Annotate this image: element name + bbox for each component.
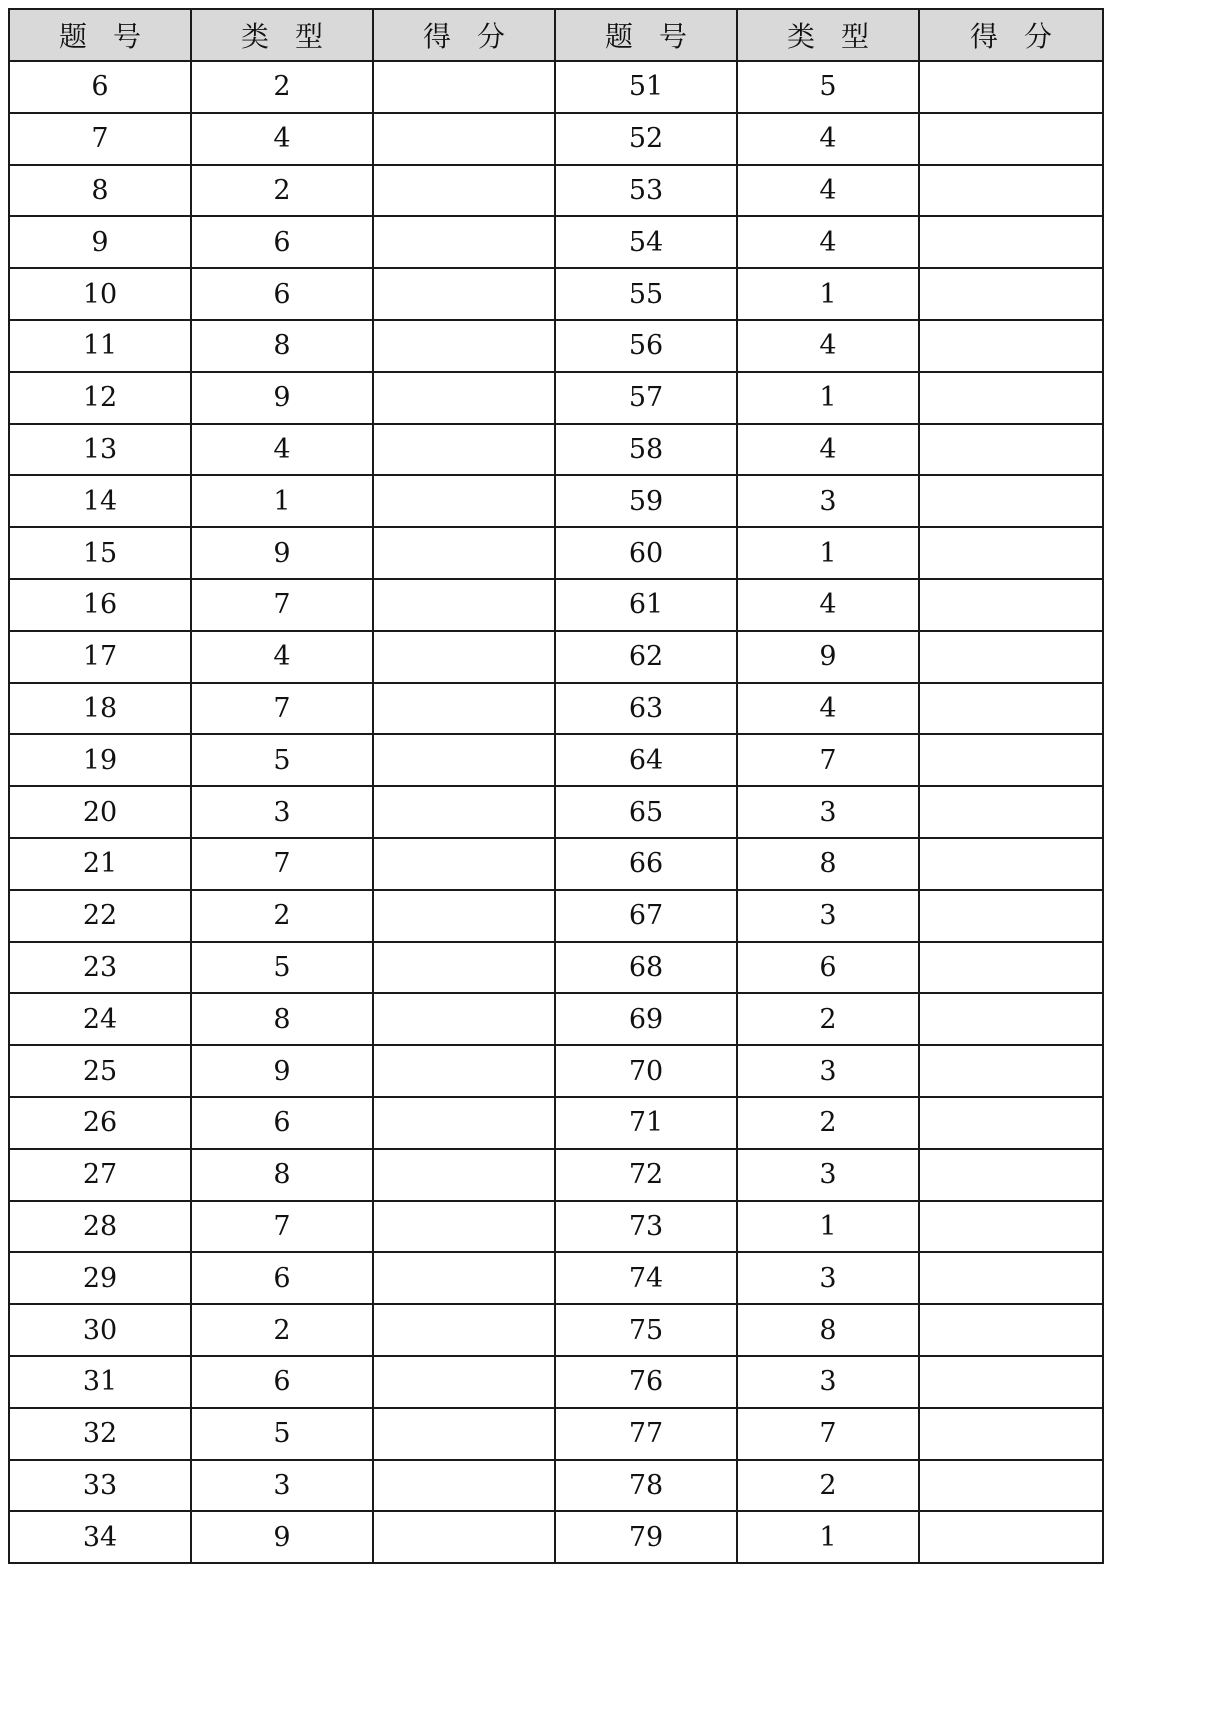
type-cell: 7	[191, 1201, 373, 1253]
score-cell[interactable]	[373, 527, 555, 579]
table-row	[9, 424, 1103, 476]
question-number-cell: 71	[555, 1097, 737, 1149]
type-cell: 4	[737, 579, 919, 631]
table-row	[9, 1149, 1103, 1201]
score-cell[interactable]	[373, 838, 555, 890]
type-cell: 8	[191, 993, 373, 1045]
question-number-cell: 66	[555, 838, 737, 890]
score-cell[interactable]	[919, 1304, 1103, 1356]
type-cell: 1	[737, 1201, 919, 1253]
type-cell: 4	[191, 113, 373, 165]
question-number-cell: 12	[9, 372, 191, 424]
question-number-cell: 30	[9, 1304, 191, 1356]
score-cell[interactable]	[919, 1252, 1103, 1304]
type-cell: 2	[737, 1460, 919, 1512]
question-number-cell: 24	[9, 993, 191, 1045]
score-cell[interactable]	[373, 1356, 555, 1408]
table-row	[9, 1304, 1103, 1356]
score-cell[interactable]	[919, 527, 1103, 579]
type-cell: 2	[191, 1304, 373, 1356]
type-cell: 6	[191, 216, 373, 268]
score-cell[interactable]	[373, 1460, 555, 1512]
score-cell[interactable]	[919, 838, 1103, 890]
type-cell: 4	[191, 631, 373, 683]
score-cell[interactable]	[373, 786, 555, 838]
type-cell: 6	[191, 1356, 373, 1408]
type-cell: 1	[737, 372, 919, 424]
type-cell: 3	[191, 786, 373, 838]
question-number-cell: 9	[9, 216, 191, 268]
header-type: 类型	[737, 9, 919, 61]
table-row	[9, 683, 1103, 735]
type-cell: 4	[737, 165, 919, 217]
type-cell: 6	[737, 942, 919, 994]
score-cell[interactable]	[373, 165, 555, 217]
type-cell: 2	[191, 61, 373, 113]
question-number-cell: 73	[555, 1201, 737, 1253]
score-cell[interactable]	[919, 1511, 1103, 1563]
table-row	[9, 838, 1103, 890]
score-cell[interactable]	[373, 372, 555, 424]
score-cell[interactable]	[919, 372, 1103, 424]
type-cell: 4	[737, 320, 919, 372]
score-cell[interactable]	[919, 113, 1103, 165]
question-number-cell: 57	[555, 372, 737, 424]
type-cell: 2	[191, 165, 373, 217]
type-cell: 3	[737, 1252, 919, 1304]
question-number-cell: 51	[555, 61, 737, 113]
table-row	[9, 372, 1103, 424]
table-row	[9, 320, 1103, 372]
score-cell[interactable]	[373, 1045, 555, 1097]
score-cell[interactable]	[919, 579, 1103, 631]
question-number-cell: 14	[9, 475, 191, 527]
type-cell: 6	[191, 1097, 373, 1149]
table-row	[9, 1408, 1103, 1460]
score-cell[interactable]	[919, 1097, 1103, 1149]
question-number-cell: 69	[555, 993, 737, 1045]
score-cell[interactable]	[373, 113, 555, 165]
question-number-cell: 78	[555, 1460, 737, 1512]
table-row	[9, 1252, 1103, 1304]
type-cell: 4	[191, 424, 373, 476]
table-row	[9, 1201, 1103, 1253]
type-cell: 5	[737, 61, 919, 113]
question-number-cell: 70	[555, 1045, 737, 1097]
type-cell: 7	[737, 1408, 919, 1460]
score-cell[interactable]	[919, 268, 1103, 320]
question-number-cell: 62	[555, 631, 737, 683]
question-number-cell: 32	[9, 1408, 191, 1460]
type-cell: 1	[191, 475, 373, 527]
header-score: 得分	[919, 9, 1103, 61]
score-cell[interactable]	[919, 683, 1103, 735]
type-cell: 1	[737, 527, 919, 579]
table-row	[9, 631, 1103, 683]
type-cell: 5	[191, 942, 373, 994]
score-cell[interactable]	[373, 683, 555, 735]
question-number-cell: 63	[555, 683, 737, 735]
table-row	[9, 579, 1103, 631]
question-number-cell: 8	[9, 165, 191, 217]
type-cell: 3	[191, 1460, 373, 1512]
score-cell[interactable]	[919, 1201, 1103, 1253]
question-number-cell: 7	[9, 113, 191, 165]
question-number-cell: 56	[555, 320, 737, 372]
type-cell: 8	[191, 1149, 373, 1201]
type-cell: 9	[737, 631, 919, 683]
question-number-cell: 28	[9, 1201, 191, 1253]
question-number-cell: 65	[555, 786, 737, 838]
score-cell[interactable]	[373, 734, 555, 786]
score-cell[interactable]	[919, 1149, 1103, 1201]
score-cell[interactable]	[373, 268, 555, 320]
table-row	[9, 1045, 1103, 1097]
question-number-cell: 76	[555, 1356, 737, 1408]
type-cell: 3	[737, 890, 919, 942]
question-number-cell: 77	[555, 1408, 737, 1460]
type-cell: 9	[191, 372, 373, 424]
table-row	[9, 1460, 1103, 1512]
question-number-cell: 52	[555, 113, 737, 165]
question-number-cell: 31	[9, 1356, 191, 1408]
score-cell[interactable]	[373, 993, 555, 1045]
question-number-cell: 54	[555, 216, 737, 268]
score-cell[interactable]	[919, 993, 1103, 1045]
question-number-cell: 11	[9, 320, 191, 372]
question-number-cell: 33	[9, 1460, 191, 1512]
header-question-number: 题号	[9, 9, 191, 61]
score-cell[interactable]	[919, 1045, 1103, 1097]
score-cell[interactable]	[919, 942, 1103, 994]
score-cell[interactable]	[373, 1252, 555, 1304]
type-cell: 4	[737, 683, 919, 735]
question-number-cell: 64	[555, 734, 737, 786]
type-cell: 7	[191, 579, 373, 631]
table-row	[9, 786, 1103, 838]
type-cell: 6	[191, 268, 373, 320]
question-number-cell: 26	[9, 1097, 191, 1149]
question-number-cell: 15	[9, 527, 191, 579]
question-number-cell: 29	[9, 1252, 191, 1304]
type-cell: 3	[737, 475, 919, 527]
header-score: 得分	[373, 9, 555, 61]
question-number-cell: 67	[555, 890, 737, 942]
type-cell: 7	[737, 734, 919, 786]
score-cell[interactable]	[373, 1511, 555, 1563]
question-number-cell: 6	[9, 61, 191, 113]
score-cell[interactable]	[373, 424, 555, 476]
score-cell[interactable]	[373, 320, 555, 372]
type-cell: 8	[191, 320, 373, 372]
score-cell[interactable]	[373, 942, 555, 994]
type-cell: 1	[737, 1511, 919, 1563]
type-cell: 9	[191, 527, 373, 579]
header-question-number: 题号	[555, 9, 737, 61]
question-number-cell: 17	[9, 631, 191, 683]
type-cell: 4	[737, 113, 919, 165]
type-cell: 1	[737, 268, 919, 320]
score-cell[interactable]	[373, 216, 555, 268]
table-row	[9, 61, 1103, 113]
type-cell: 4	[737, 424, 919, 476]
question-number-cell: 59	[555, 475, 737, 527]
score-cell[interactable]	[373, 1408, 555, 1460]
question-number-cell: 21	[9, 838, 191, 890]
table-row	[9, 1511, 1103, 1563]
header-type: 类型	[191, 9, 373, 61]
question-number-cell: 61	[555, 579, 737, 631]
type-cell: 3	[737, 1356, 919, 1408]
table-row	[9, 942, 1103, 994]
question-number-cell: 58	[555, 424, 737, 476]
question-number-cell: 18	[9, 683, 191, 735]
score-cell[interactable]	[919, 165, 1103, 217]
table-row	[9, 268, 1103, 320]
type-cell: 5	[191, 734, 373, 786]
score-cell[interactable]	[919, 890, 1103, 942]
table-row	[9, 113, 1103, 165]
question-number-cell: 55	[555, 268, 737, 320]
question-number-cell: 16	[9, 579, 191, 631]
table-row	[9, 993, 1103, 1045]
score-cell[interactable]	[373, 1201, 555, 1253]
score-cell[interactable]	[919, 320, 1103, 372]
type-cell: 7	[191, 683, 373, 735]
score-cell[interactable]	[373, 1097, 555, 1149]
table-row	[9, 216, 1103, 268]
table-row	[9, 527, 1103, 579]
score-cell[interactable]	[919, 424, 1103, 476]
type-cell: 2	[737, 993, 919, 1045]
question-number-cell: 75	[555, 1304, 737, 1356]
table-row	[9, 890, 1103, 942]
question-number-cell: 27	[9, 1149, 191, 1201]
table-row	[9, 475, 1103, 527]
question-number-cell: 13	[9, 424, 191, 476]
type-cell: 7	[191, 838, 373, 890]
score-cell[interactable]	[919, 475, 1103, 527]
score-cell[interactable]	[919, 1408, 1103, 1460]
type-cell: 3	[737, 1149, 919, 1201]
score-cell[interactable]	[373, 579, 555, 631]
type-cell: 8	[737, 838, 919, 890]
table-row	[9, 1356, 1103, 1408]
score-cell[interactable]	[919, 1460, 1103, 1512]
question-number-cell: 79	[555, 1511, 737, 1563]
score-table	[8, 8, 1104, 1564]
score-cell[interactable]	[919, 1356, 1103, 1408]
type-cell: 9	[191, 1511, 373, 1563]
score-cell[interactable]	[919, 786, 1103, 838]
table-row	[9, 165, 1103, 217]
table-header	[9, 9, 1103, 61]
score-cell[interactable]	[373, 61, 555, 113]
type-cell: 5	[191, 1408, 373, 1460]
table-body	[9, 61, 1103, 1563]
type-cell: 3	[737, 1045, 919, 1097]
question-number-cell: 53	[555, 165, 737, 217]
header-row	[9, 9, 1103, 61]
type-cell: 6	[191, 1252, 373, 1304]
score-cell[interactable]	[919, 734, 1103, 786]
score-cell[interactable]	[919, 216, 1103, 268]
table-row	[9, 1097, 1103, 1149]
question-number-cell: 20	[9, 786, 191, 838]
question-number-cell: 10	[9, 268, 191, 320]
score-cell[interactable]	[919, 631, 1103, 683]
score-cell[interactable]	[373, 890, 555, 942]
type-cell: 9	[191, 1045, 373, 1097]
question-number-cell: 23	[9, 942, 191, 994]
score-cell[interactable]	[373, 1304, 555, 1356]
question-number-cell: 22	[9, 890, 191, 942]
question-number-cell: 74	[555, 1252, 737, 1304]
question-number-cell: 19	[9, 734, 191, 786]
type-cell: 2	[191, 890, 373, 942]
question-number-cell: 68	[555, 942, 737, 994]
question-number-cell: 72	[555, 1149, 737, 1201]
score-cell[interactable]	[373, 631, 555, 683]
type-cell: 4	[737, 216, 919, 268]
type-cell: 3	[737, 786, 919, 838]
question-number-cell: 60	[555, 527, 737, 579]
score-cell[interactable]	[373, 475, 555, 527]
score-cell[interactable]	[373, 1149, 555, 1201]
table-row	[9, 734, 1103, 786]
question-number-cell: 25	[9, 1045, 191, 1097]
score-cell[interactable]	[919, 61, 1103, 113]
question-number-cell: 34	[9, 1511, 191, 1563]
type-cell: 2	[737, 1097, 919, 1149]
type-cell: 8	[737, 1304, 919, 1356]
